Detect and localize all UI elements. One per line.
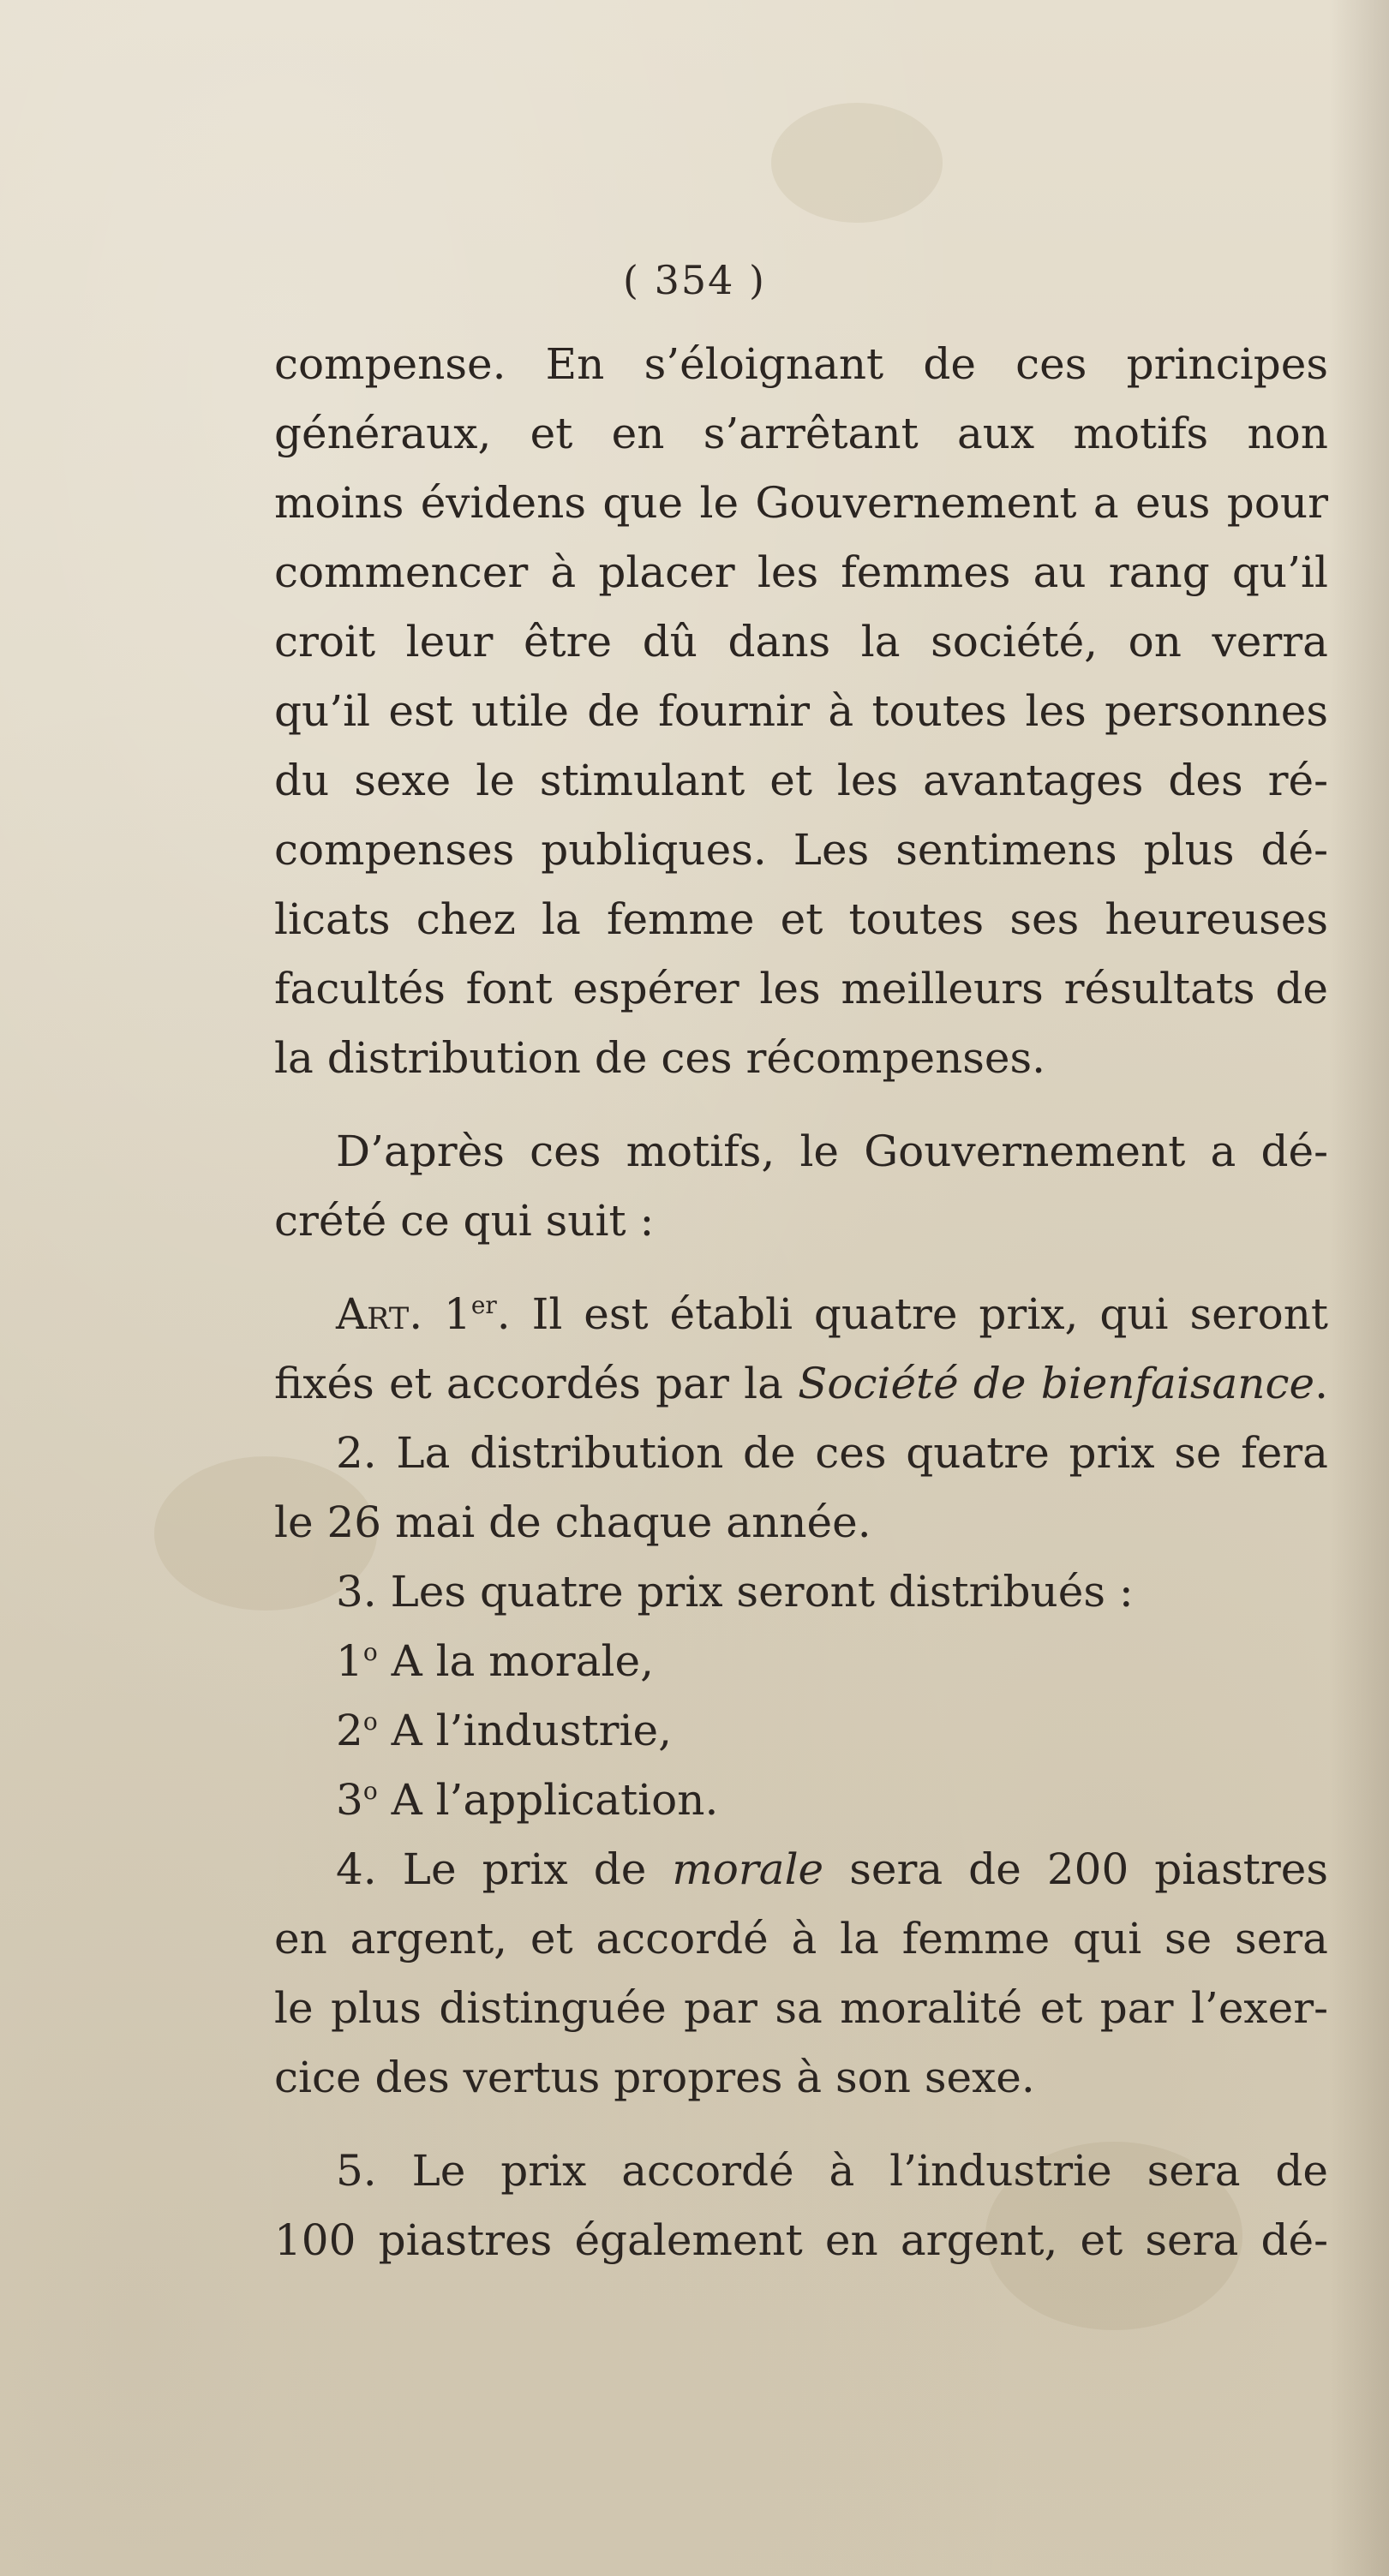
- article-label: Art.: [336, 1289, 423, 1339]
- article-text: fixés et accordés par la: [274, 1359, 799, 1408]
- text-line: compense. En s’éloignant de ces principes: [274, 339, 1328, 389]
- ordinal-suffix: o: [362, 1638, 378, 1666]
- text-line: crété ce qui suit :: [274, 1196, 655, 1246]
- paper-stain: [771, 103, 943, 223]
- text-line: la distribution de ces récompenses.: [274, 1033, 1046, 1083]
- article-text: 4. Le prix de: [336, 1844, 673, 1894]
- text-line: 100 piastres également en argent, et sera dé-: [274, 2215, 1328, 2265]
- article-4: [274, 1835, 1328, 2113]
- list-item: [274, 1766, 1328, 1835]
- ordinal-suffix: o: [362, 1707, 378, 1736]
- list-item: [274, 1627, 1328, 1696]
- article-text: .: [1314, 1359, 1328, 1408]
- text-line: compenses publiques. Les sentimens plus dé-: [274, 825, 1328, 875]
- text-line: le 26 mai de chaque année.: [274, 1497, 871, 1547]
- text-line: qu’il est utile de fournir à toutes les personnes: [274, 686, 1328, 736]
- article-2: [274, 1419, 1328, 1557]
- text-line: du sexe le stimulant et les avantages des ré-: [274, 756, 1328, 805]
- item-text: A l’application.: [377, 1775, 719, 1825]
- text-line: généraux, et en s’arrêtant aux motifs non: [274, 409, 1328, 458]
- text-line: cice des vertus propres à son sexe.: [274, 2053, 1035, 2102]
- text-line: [274, 1349, 1328, 1419]
- text-line: facultés font espérer les meilleurs résultats de: [274, 964, 1328, 1013]
- item-number: 1: [336, 1636, 363, 1686]
- article-3: [274, 1557, 1328, 1835]
- body-text: [274, 330, 1328, 2275]
- paragraph-1: [274, 330, 1328, 1093]
- paragraph-2: [274, 1117, 1328, 1256]
- text-line: moins évidens que le Gouvernement a eus pour: [274, 478, 1328, 528]
- item-text: A la morale,: [377, 1636, 654, 1686]
- text-line: commencer à placer les femmes au rang qu’il: [274, 547, 1328, 597]
- text-line: croit leur être dû dans la société, on verra: [274, 617, 1328, 666]
- article-number: 1: [444, 1289, 471, 1339]
- item-text: A l’industrie,: [377, 1706, 672, 1755]
- page-edge-shadow: [1329, 0, 1389, 2576]
- item-number: 2: [336, 1706, 363, 1755]
- article-text: . Il est établi quatre prix, qui seront: [496, 1289, 1328, 1339]
- page-number: ( 354 ): [623, 257, 766, 303]
- ordinal-suffix: er: [470, 1291, 497, 1319]
- text-line: 2. La distribution de ces quatre prix se fera: [336, 1428, 1328, 1478]
- article-5: [274, 2137, 1328, 2275]
- text-line: [274, 1835, 1328, 1904]
- text-line: le plus distinguée par sa moralité et par l’exer-: [274, 1983, 1328, 2033]
- text-line: D’après ces motifs, le Gouvernement a dé-: [336, 1127, 1328, 1176]
- text-line: 5. Le prix accordé à l’industrie sera de: [336, 2146, 1328, 2196]
- emphasis-morale: morale: [672, 1844, 824, 1894]
- society-name: Société de bienfaisance: [798, 1359, 1315, 1408]
- text-line: en argent, et accordé à la femme qui se sera: [274, 1914, 1328, 1963]
- article-1: [274, 1280, 1328, 1419]
- ordinal-suffix: o: [362, 1777, 378, 1805]
- text-line: [274, 1280, 1328, 1349]
- text-line: 3. Les quatre prix seront distribués :: [336, 1567, 1134, 1617]
- list-item: [274, 1696, 1328, 1766]
- item-number: 3: [336, 1775, 363, 1825]
- article-text: sera de 200 piastres: [823, 1844, 1328, 1894]
- text-line: licats chez la femme et toutes ses heureuses: [274, 894, 1328, 944]
